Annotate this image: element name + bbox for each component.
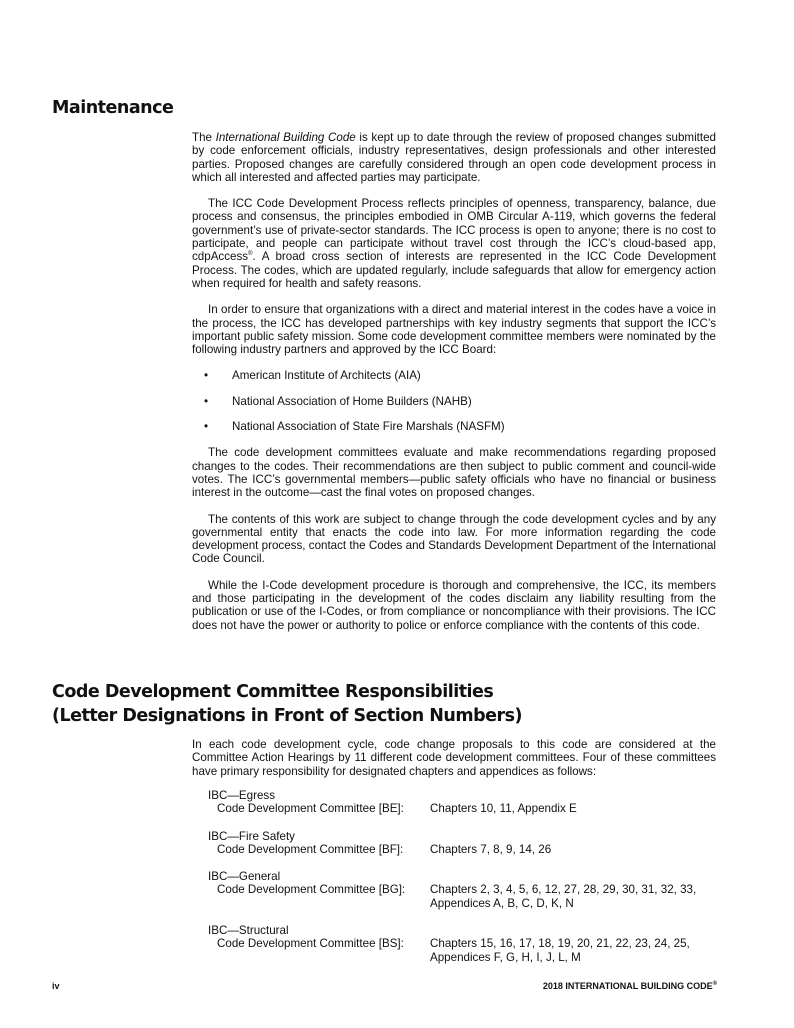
registered-mark: ® <box>712 981 717 987</box>
industry-partners-list <box>192 369 716 433</box>
maintenance-paragraph-2: The ICC Code Development Process reflects principles of openness, transparency, balance, due process and consensus, the principles embodied in OMB Circular A-119, which governs the federal government’s use of private-sector standards. The ICC process is open to anyone; there is no cost to participate, and people can participate without travel cost through the ICC’s cloud-based app, cdpAccess®. A broad cross section of interests are represented in the ICC Code Development Process. The codes, which are updated regularly, include safeguards that allow for emergency action when required for health and safety reasons. <box>192 197 716 290</box>
maintenance-paragraph-1: The International Building Code is kept up to date through the review of proposed changes submitted by code enforcement officials, industry representatives, design professionals and other interested parties. Proposed changes are carefully considered through an open code development process in which all interested and affected parties may participate. <box>192 131 717 184</box>
committee-intro-paragraph: In each code development cycle, code change proposals to this code are considered at the Committee Action Hearings by 11 different code development committees. Four of these committees have primary responsibility for designated chapters and appendices as follows: <box>192 738 716 778</box>
committee-name: Code Development Committee [BS]: <box>217 937 404 951</box>
committee-name: Code Development Committee [BF]: <box>217 842 404 856</box>
committee-group-egress <box>208 789 708 816</box>
committee-group-fire-safety <box>208 830 708 857</box>
group-name: IBC—Egress <box>208 789 276 802</box>
code-title-italic: International Building Code <box>215 131 356 144</box>
maintenance-paragraph-5: The contents of this work are subject to change through the code development cycles and by any governmental entity that enacts the code into law. For more information regarding the code development process, contact the Codes and Standards Development Department of the International Code Council. <box>192 512 716 566</box>
committee-name: Code Development Committee [BG]: <box>217 883 406 897</box>
group-name: IBC—Structural <box>208 924 289 938</box>
committee-chapters: Chapters 15, 16, 17, 18, 19, 20, 21, 22, 23, 24, 25, Appendices F, G, H, I, J, L, M <box>430 937 690 964</box>
committee-responsibilities-heading: Code Development Committee Responsibilities (Letter Designations in Front of Section Numbers) <box>52 682 523 726</box>
page-number: iv <box>52 981 60 991</box>
registered-mark: ® <box>248 251 253 258</box>
list-item: • National Association of Home Builders (NAHB) <box>192 395 716 408</box>
group-name: IBC—Fire Safety <box>208 829 295 843</box>
list-item: • American Institute of Architects (AIA) <box>192 369 716 382</box>
committee-chapters: Chapters 2, 3, 4, 5, 6, 12, 27, 28, 29, 30, 31, 32, 33, Appendices A, B, C, D, K, N <box>430 883 697 910</box>
committee-list <box>208 789 708 964</box>
committee-chapters: Chapters 7, 8, 9, 14, 26 <box>430 842 552 856</box>
maintenance-paragraph-3: In order to ensure that organizations with a direct and material interest in the codes have a voice in the process, the ICC has developed partnerships with key industry segments that support the ICC’s important public safety mission. Some code development committee members were nominated by the following industry partners and approved by the ICC Board: <box>192 303 716 357</box>
maintenance-body <box>192 131 716 632</box>
committee-chapters: Chapters 10, 11, Appendix E <box>430 802 577 816</box>
running-footer-title: 2018 INTERNATIONAL BUILDING CODE® <box>542 981 717 991</box>
committee-name: Code Development Committee [BE]: <box>217 802 404 816</box>
committee-intro <box>192 738 716 778</box>
committee-group-structural <box>208 924 708 964</box>
group-name: IBC—General <box>208 870 281 884</box>
maintenance-paragraph-4: The code development committees evaluate and make recommendations regarding proposed changes to the codes. Their recommendations are then subject to public comment and council-wide votes. The ICC’s governmental members—public safety officials who have no financial or business interest in the outcome—cast the final votes on proposed changes. <box>192 446 716 500</box>
list-item: • National Association of State Fire Marshals (NASFM) <box>192 420 716 433</box>
maintenance-heading: Maintenance <box>52 98 174 118</box>
maintenance-paragraph-6: While the I-Code development procedure is thorough and comprehensive, the ICC, its members and those participating in the development of the codes disclaim any liability resulting from the publication or use of the I-Codes, or from compliance or noncompliance with their provisions. The ICC does not have the power or authority to police or enforce compliance with the contents of this code. <box>192 578 716 632</box>
committee-group-general <box>208 870 708 910</box>
